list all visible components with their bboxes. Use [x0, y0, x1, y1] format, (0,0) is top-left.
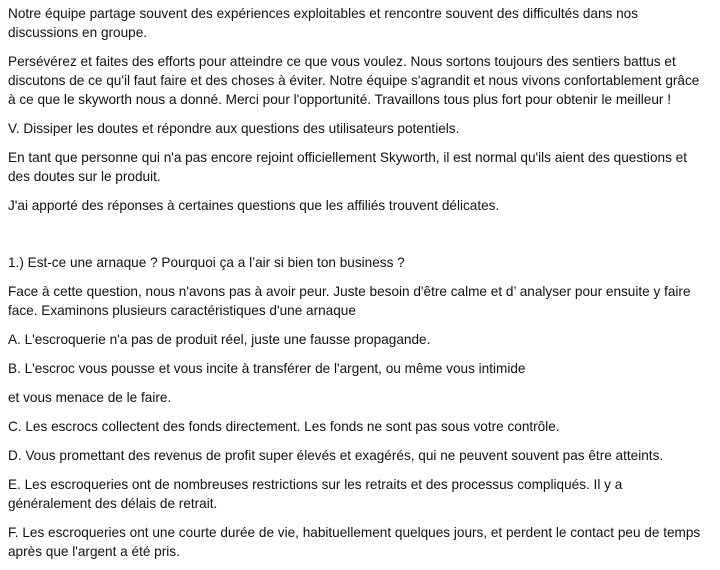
- scam-trait-b: B. L'escroc vous pousse et vous incite à transférer de l'argent, ou même vous intimide: [8, 361, 526, 376]
- paragraph-persevere: Persévérez et faites des efforts pour atteindre ce que vous voulez. Nous sortons toujours des sentiers battus et discutons de ce qu'il faut faire et des choses à éviter. Notre équipe s'agrandit et nous vivons confortablement grâce à ce que le skyworth nous a donné. Merci pour l'opportunité. Travaillons tous plus fort pour obtenir le meilleur !: [8, 54, 700, 107]
- paragraph-answers-intro: J'ai apporté des réponses à certaines questions que les affiliés trouvent délicates.: [8, 198, 500, 213]
- scam-trait-d: D. Vous promettant des revenus de profit super élevés et exagérés, qui ne peuvent souvent pas être atteints.: [8, 448, 664, 463]
- paragraph-answer-intro: Face à cette question, nous n'avons pas à avoir peur. Juste besoin d'être calme et d’ analyser pour ensuite y faire face. Examinons plusieurs caractéristiques d'une arnaque: [8, 284, 691, 318]
- paragraph-new-member-doubts: En tant que personne qui n'a pas encore rejoint officiellement Skyworth, il est normal qu'ils aient des questions et des doutes sur le produit.: [8, 150, 687, 184]
- scam-trait-f: F. Les escroqueries ont une courte durée de vie, habituellement quelques jours, et perdent le contact peu de temps après que l'argent a été pris.: [8, 525, 701, 559]
- scam-trait-b-continued: et vous menace de le faire.: [8, 390, 172, 405]
- scam-trait-c: C. Les escrocs collectent des fonds directement. Les fonds ne sont pas sous votre contrôle.: [8, 419, 560, 434]
- scam-trait-e: E. Les escroqueries ont de nombreuses restrictions sur les retraits et des processus compliqués. Il y a généralement des délais de retrait.: [8, 477, 623, 511]
- section-heading-v: V. Dissiper les doutes et répondre aux questions des utilisateurs potentiels.: [8, 121, 460, 136]
- spacer: [8, 225, 708, 253]
- scam-trait-a: A. L'escroquerie n'a pas de produit réel, juste une fausse propagande.: [8, 332, 431, 347]
- question-1: 1.) Est-ce une arnaque ? Pourquoi ça a l’air si bien ton business ?: [8, 255, 405, 270]
- paragraph-team-experience: Notre équipe partage souvent des expériences exploitables et rencontre souvent des difficultés dans nos discussions en groupe.: [8, 6, 638, 40]
